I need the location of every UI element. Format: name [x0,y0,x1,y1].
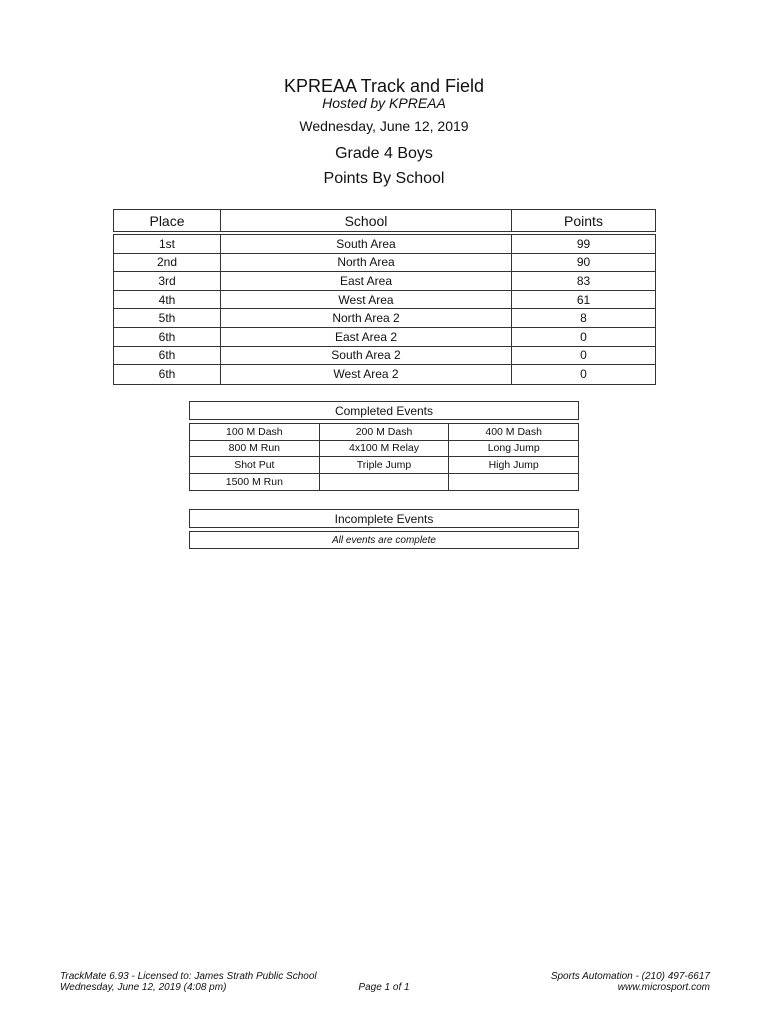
hosted-by: Hosted by KPREAA [322,95,446,111]
points-cell: 61 [576,292,591,307]
completed-events-grid [189,423,579,491]
meet-title: KPREAA Track and Field [283,76,485,96]
place-cell: 5th [114,309,221,327]
completed-events-title: Completed Events [189,401,579,420]
event-cell: 4x100 M Relay [320,441,450,457]
event-cell: Shot Put [190,457,320,473]
event-row [190,424,578,441]
table-row [114,291,655,310]
school-cell: West Area 2 [221,365,512,384]
points-table [113,209,656,385]
event-cell: 100 M Dash [190,424,320,440]
incomplete-events-title: Incomplete Events [189,509,579,528]
event-row [190,457,578,474]
footer-license-line: TrackMate 6.93 - Licensed to: James Strath Public School [60,971,317,982]
table-row [114,365,655,384]
place-cell: 6th [114,365,221,384]
meet-date: Wednesday, June 12, 2019 [299,118,469,134]
school-cell: South Area [221,235,512,253]
table-row [114,347,655,366]
event-cell: Long Jump [487,442,540,455]
event-cell: Triple Jump [320,457,450,473]
place-cell: 2nd [114,254,221,272]
school-cell: East Area [221,272,512,290]
points-table-body [113,234,656,385]
points-table-header [113,209,656,232]
points-cell: 0 [580,329,587,344]
footer-vendor-phone: Sports Automation - (210) 497-6617 [550,971,710,982]
incomplete-events-note: All events are complete [189,531,579,549]
footer-printed-date: Wednesday, June 12, 2019 (4:08 pm) [60,982,227,993]
column-header-school: School [221,210,512,231]
report-subtitle: Points By School [323,170,445,187]
footer-page-number: Page 1 of 1 [358,982,410,993]
completed-events-box [189,401,579,491]
table-row [114,328,655,347]
event-cell [449,474,578,491]
event-cell: High Jump [488,458,539,471]
division-title: Grade 4 Boys [335,145,433,162]
table-row [114,254,655,273]
points-cell: 99 [576,236,591,251]
table-row [114,235,655,254]
table-row [114,272,655,291]
column-header-place: Place [114,210,221,231]
place-cell: 6th [114,347,221,365]
event-row [190,474,578,491]
points-cell: 83 [576,273,591,288]
footer-vendor-link[interactable]: www.microsport.com [617,982,710,993]
points-cell: 0 [580,348,587,363]
place-cell: 1st [114,235,221,253]
event-cell [320,474,450,491]
points-cell: 8 [580,311,587,326]
event-cell: 200 M Dash [320,424,450,440]
event-cell: 1500 M Run [190,474,320,491]
points-cell: 0 [580,367,587,382]
event-cell: 800 M Run [190,441,320,457]
event-cell: 400 M Dash [485,425,542,438]
school-cell: South Area 2 [221,347,512,365]
footer-vendor [551,971,710,993]
column-header-points: Points [564,212,603,229]
event-row [190,441,578,458]
place-cell: 6th [114,328,221,346]
school-cell: North Area [221,254,512,272]
table-row [114,309,655,328]
school-cell: West Area [221,291,512,309]
place-cell: 4th [114,291,221,309]
school-cell: East Area 2 [221,328,512,346]
school-cell: North Area 2 [221,309,512,327]
place-cell: 3rd [114,272,221,290]
points-cell: 90 [576,255,591,270]
incomplete-events-box [189,509,579,549]
